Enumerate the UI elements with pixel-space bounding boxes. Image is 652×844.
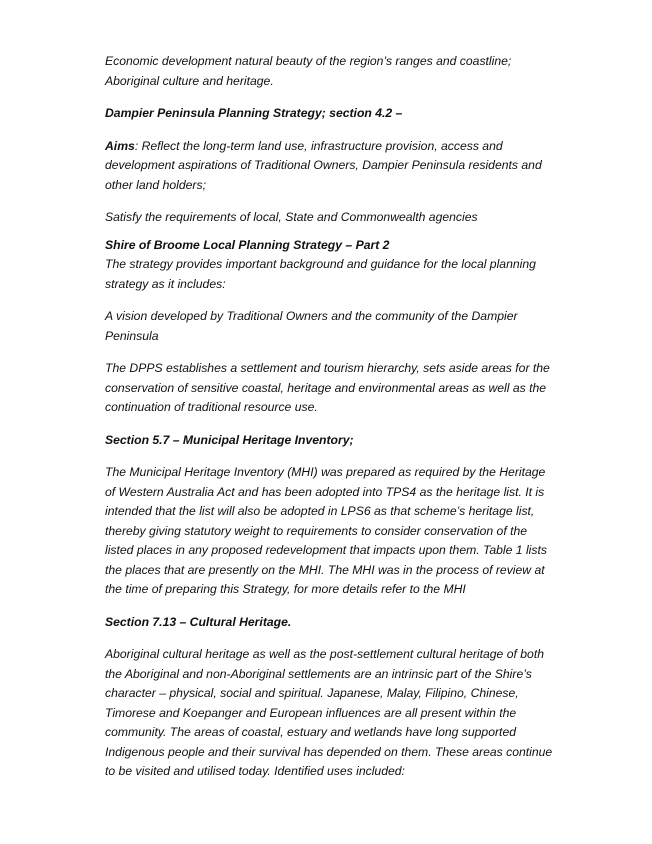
paragraph-satisfy-requirements: Satisfy the requirements of local, State and Commonwealth agencies (105, 210, 478, 224)
aims-text: : Reflect the long-term land use, infrastructure provision, access and development aspirations of Traditional Owners, Dampier Peninsula residents and other land holders; (105, 138, 542, 192)
heading-dampier-peninsula-planning-strategy: Dampier Peninsula Planning Strategy; section 4.2 – (105, 106, 403, 120)
paragraph-dpps-hierarchy: The DPPS establishes a settlement and tourism hierarchy, sets aside areas for the conservation of sensitive coastal, heritage and environmental areas as well as the continuation of traditional resource use. (105, 361, 550, 414)
aims-label: Aims (105, 138, 135, 153)
paragraph-cultural-heritage: Aboriginal cultural heritage as well as the post-settlement cultural heritage of both the Aboriginal and non-Aboriginal settlements are an intrinsic part of the Shire’s character – physical, social and spiritual. Japanese, Malay, Filipino, Chinese, Timorese and Koepanger and European influences are all present within the community. The areas of coastal, estuary and wetlands have long supported Indigenous people and their survival has depended on them. These areas continue to be visited and utilised today. Identified uses included: (105, 647, 553, 778)
paragraph-economic-development: Economic development natural beauty of the region’s ranges and coastline; Aboriginal culture and heritage. (105, 54, 512, 88)
paragraph-municipal-heritage-inventory: The Municipal Heritage Inventory (MHI) was prepared as required by the Heritage of Western Australia Act and has been adopted into TPS4 as the heritage list. It is intended that the list will also be adopted in LPS6 as that scheme’s heritage list, thereby giving statutory weight to requirements to consider conservation of the listed places in any proposed redevelopment that impacts upon them. Table 1 lists the places that are presently on the MHI. The MHI was in the process of review at the time of preparing this Strategy, for more details refer to the MHI (105, 465, 547, 596)
heading-section-5-7-municipal-heritage-inventory: Section 5.7 – Municipal Heritage Inventory; (105, 432, 354, 447)
document-page (105, 52, 555, 795)
paragraph-strategy-background: The strategy provides important background and guidance for the local planning strategy as it includes: (105, 257, 536, 291)
paragraph-vision: A vision developed by Traditional Owners and the community of the Dampier Peninsula (105, 309, 518, 343)
heading-section-7-13-cultural-heritage: Section 7.13 – Cultural Heritage. (105, 614, 292, 629)
heading-shire-of-broome-local-planning-strategy: Shire of Broome Local Planning Strategy – Part 2 (105, 237, 390, 252)
paragraph-aims (105, 137, 555, 196)
